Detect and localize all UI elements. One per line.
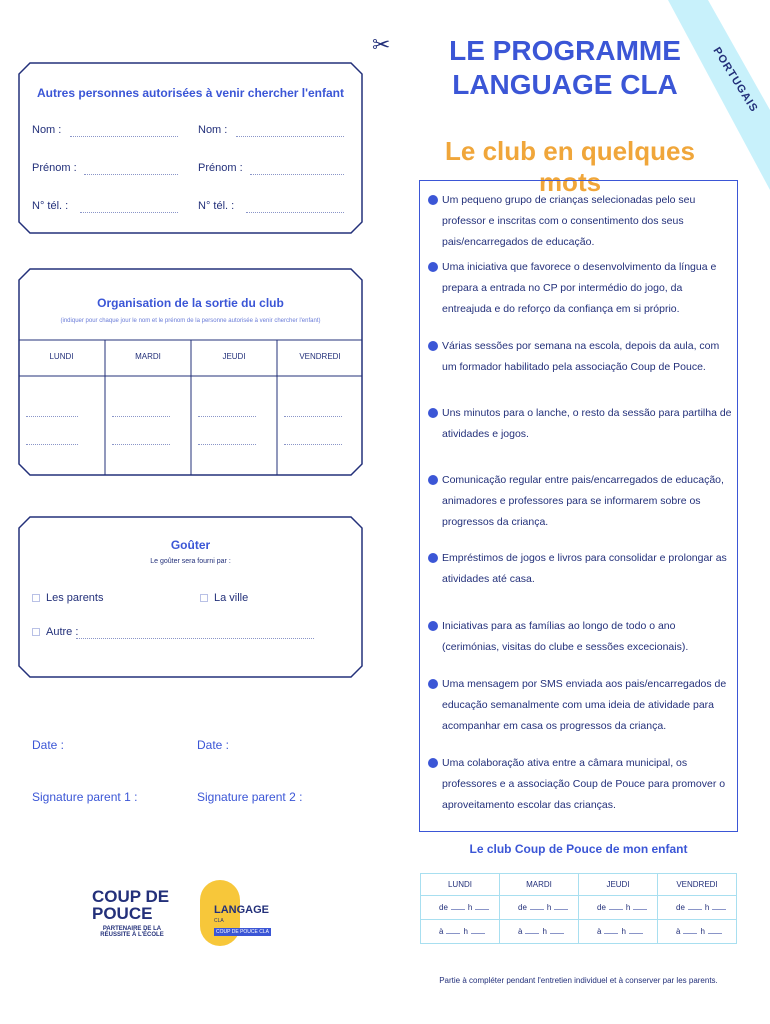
organisation-title: Organisation de la sortie du club: [97, 296, 284, 310]
club-lundi-start[interactable]: de h: [421, 896, 500, 920]
tel-label-1: N° tél. :: [32, 200, 69, 212]
org-field-vendredi-2[interactable]: [284, 444, 342, 445]
prenom-field-1[interactable]: [84, 174, 178, 175]
langage-logo-word: LANGAGE: [214, 904, 269, 916]
org-day-lundi: LUNDI: [49, 352, 74, 361]
bullet-5: Comunicação regular entre pais/encarregados de educação, animadores e professores para se informarem sobre os progressos da criança.: [428, 470, 733, 533]
prenom-label-2: Prénom :: [198, 162, 243, 174]
date-label-1: Date :: [32, 738, 65, 752]
date-label-2: Date :: [197, 738, 230, 752]
bullet-dot-icon: [428, 475, 438, 485]
club-jeudi-end[interactable]: à h: [579, 920, 658, 944]
club-day-mardi: MARDI: [500, 874, 579, 896]
org-field-mardi-1[interactable]: [112, 416, 170, 417]
club-mardi-start[interactable]: de h: [500, 896, 579, 920]
langage-logo: [198, 880, 280, 946]
club-vendredi-start[interactable]: de h: [658, 896, 737, 920]
club-mardi-end[interactable]: à h: [500, 920, 579, 944]
tel-label-2: N° tél. :: [198, 200, 235, 212]
option-ville-label: La ville: [214, 592, 249, 604]
club-vendredi-end[interactable]: à h: [658, 920, 737, 944]
org-field-jeudi-2[interactable]: [198, 444, 256, 445]
bullet-8: Uma mensagem por SMS enviada aos pais/encarregados de educação semanalmente com uma ideia de atividade para acompanhar em casa os progressos da criança.: [428, 674, 733, 737]
option-autre-label: Autre :: [46, 626, 79, 638]
ribbon-label: PORTUGAIS: [710, 45, 761, 115]
page-title: [440, 34, 690, 102]
organisation-subtitle: (indiquer pour chaque jour le nom et le prénom de la personne autorisée à venir chercher l'enfant): [60, 318, 321, 324]
org-field-lundi-1[interactable]: [26, 416, 78, 417]
prenom-label-1: Prénom :: [32, 162, 77, 174]
bullet-dot-icon: [428, 758, 438, 768]
langage-logo-tag: COUP DE POUCE CLA: [216, 929, 269, 935]
org-field-jeudi-1[interactable]: [198, 416, 256, 417]
gouter-subtitle: Le goûter sera fourni par :: [150, 558, 231, 565]
bullet-4: Uns minutos para o lanche, o resto da sessão para partilha de atividades e jogos.: [428, 403, 733, 445]
prenom-field-2[interactable]: [250, 174, 344, 175]
nom-field-2[interactable]: [236, 136, 344, 137]
club-jeudi-start[interactable]: de h: [579, 896, 658, 920]
club-day-lundi: LUNDI: [421, 874, 500, 896]
autre-field[interactable]: [76, 638, 314, 639]
club-day-jeudi: JEUDI: [579, 874, 658, 896]
coup-logo-line-1: COUP DE: [92, 887, 170, 906]
coup-logo-tag-2: RÉUSSITE À L'ÉCOLE: [100, 932, 164, 938]
tel-field-2[interactable]: [246, 212, 344, 213]
gouter-title: Goûter: [170, 538, 211, 552]
org-day-jeudi: JEUDI: [222, 352, 246, 361]
bullet-dot-icon: [428, 679, 438, 689]
bullet-dot-icon: [428, 408, 438, 418]
langage-logo-sub: CLA: [214, 918, 224, 924]
coup-logo-tag-1: PARTENAIRE DE LA: [102, 926, 162, 932]
scissors-icon: ✂: [372, 32, 391, 57]
club-schedule-table: [420, 873, 737, 944]
nom-field-1[interactable]: [70, 136, 178, 137]
bullet-9: Uma colaboração ativa entre a câmara municipal, os professores e a associação Coup de Pouce para promover o aproveitamento escolar das crianças.: [428, 753, 733, 816]
coup-de-pouce-logo: [92, 888, 172, 938]
org-day-mardi: MARDI: [135, 352, 161, 361]
bullet-dot-icon: [428, 553, 438, 563]
authorized-persons-card: [18, 62, 363, 234]
option-autre[interactable]: [32, 626, 78, 638]
club-lundi-end[interactable]: à h: [421, 920, 500, 944]
bullet-1: Um pequeno grupo de crianças selecionadas pelo seu professor e inscritas com o consentimento dos seus pais/encarregados de educação.: [428, 190, 733, 253]
bullet-dot-icon: [428, 621, 438, 631]
bullet-7: Iniciativas para as famílias ao longo de todo o ano (cerimónias, visitas do clube e sessões excecionais).: [428, 616, 733, 658]
bullet-3: Várias sessões por semana na escola, depois da aula, com um formador habilitado pela associação Coup de Pouce.: [428, 336, 733, 378]
org-field-lundi-2[interactable]: [26, 444, 78, 445]
page-subtitle: Le club en quelques mots: [445, 136, 695, 197]
signature-label-2: Signature parent 2 :: [197, 790, 303, 804]
nom-label-1: Nom :: [32, 124, 62, 136]
checkbox-parents[interactable]: [32, 594, 40, 602]
checkbox-autre[interactable]: [32, 628, 40, 636]
authorized-title: Autres personnes autorisées à venir chercher l'enfant: [37, 86, 344, 100]
org-day-vendredi: VENDREDI: [299, 352, 341, 361]
bullet-dot-icon: [428, 195, 438, 205]
bullet-dot-icon: [428, 341, 438, 351]
title-line-2: LANGUAGE CLA: [452, 69, 678, 100]
title-line-1: LE PROGRAMME: [449, 35, 681, 66]
option-parents[interactable]: [32, 592, 103, 604]
org-field-vendredi-1[interactable]: [284, 416, 342, 417]
checkbox-ville[interactable]: [200, 594, 208, 602]
option-parents-label: Les parents: [46, 592, 104, 604]
bullet-2: Uma iniciativa que favorece o desenvolvimento da língua e prepara a entrada no CP por intermédio do jogo, da entreajuda e do reforço da confiança em si próprio.: [428, 257, 733, 320]
org-field-mardi-2[interactable]: [112, 444, 170, 445]
club-schedule-title: Le club Coup de Pouce de mon enfant: [469, 842, 688, 856]
coup-logo-line-2: POUCE: [92, 904, 153, 923]
tel-field-1[interactable]: [80, 212, 178, 213]
option-ville[interactable]: [200, 592, 248, 604]
bullet-6: Empréstimos de jogos e livros para consolidar e prolongar as atividades até casa.: [428, 548, 733, 590]
gouter-card: [18, 516, 363, 678]
club-footer-note: Partie à compléter pendant l'entretien individuel et à conserver par les parents.: [439, 976, 718, 985]
organisation-card: [18, 268, 363, 476]
club-day-vendredi: VENDREDI: [658, 874, 737, 896]
signature-label-1: Signature parent 1 :: [32, 790, 138, 804]
bullet-dot-icon: [428, 262, 438, 272]
nom-label-2: Nom :: [198, 124, 228, 136]
